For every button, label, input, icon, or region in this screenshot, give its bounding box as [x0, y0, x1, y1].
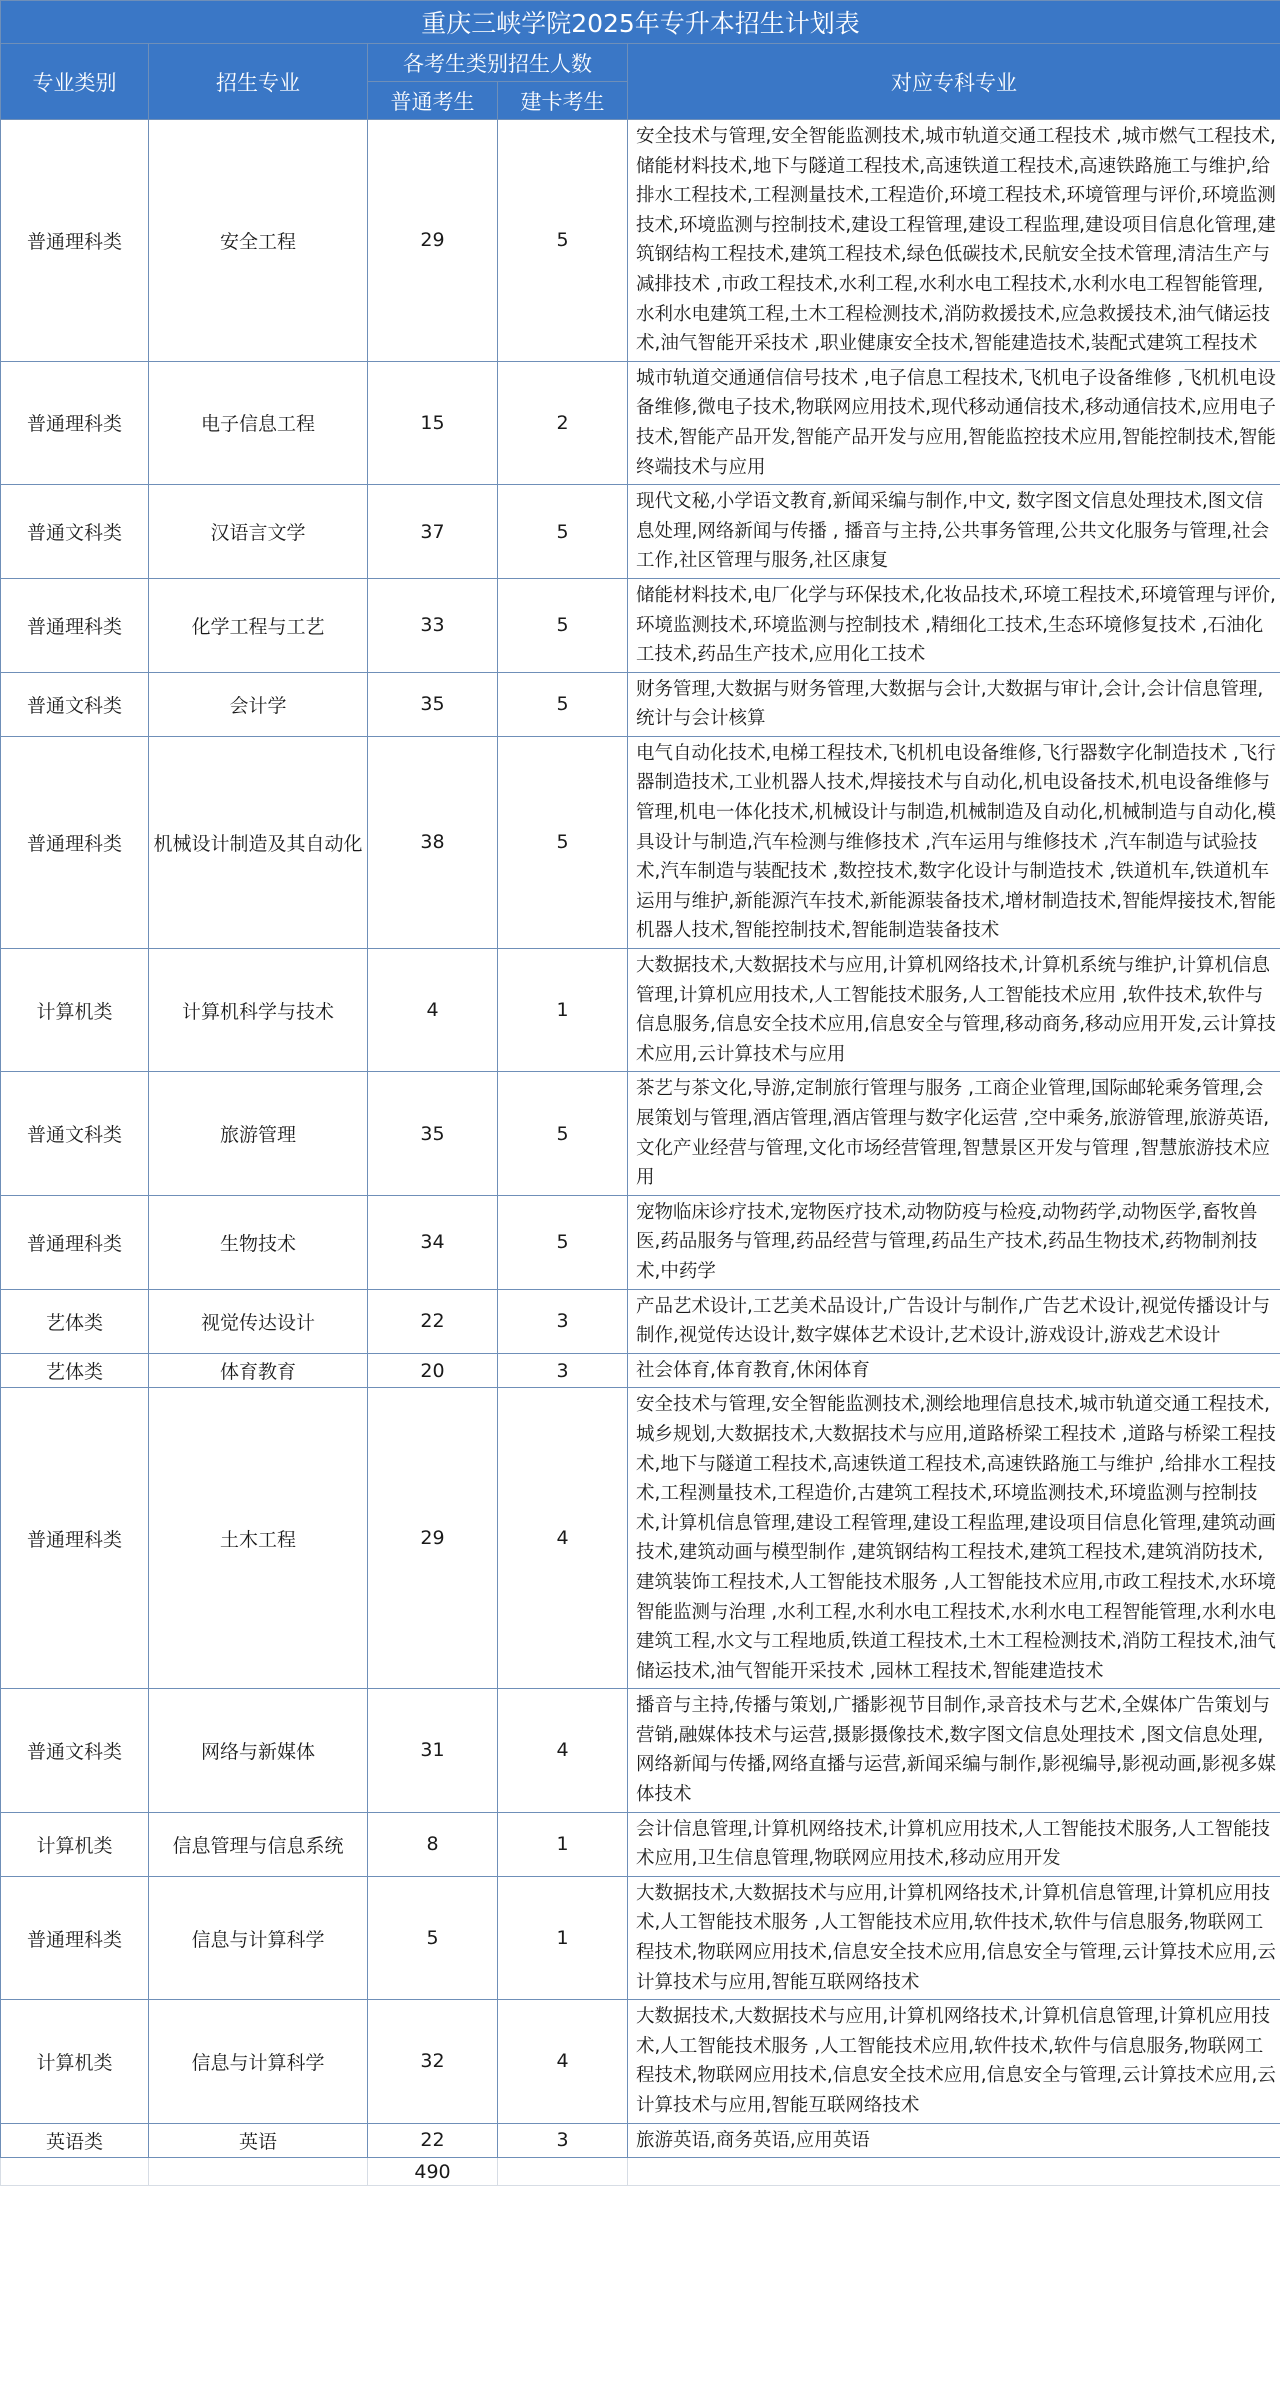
row-diploma: 财务管理,大数据与财务管理,大数据与会计,大数据与审计,会计,会计信息管理,统计与会计核算 — [628, 672, 1280, 736]
row-major: 旅游管理 — [149, 1072, 368, 1195]
row-poverty: 5 — [498, 485, 628, 579]
table-row — [1, 361, 1280, 484]
total-row — [1, 2158, 1280, 2186]
row-major: 会计学 — [149, 672, 368, 736]
table-body — [1, 120, 1280, 2186]
row-category: 普通理科类 — [1, 736, 149, 948]
table-row — [1, 1689, 1280, 1812]
row-poverty: 2 — [498, 361, 628, 484]
row-major: 安全工程 — [149, 120, 368, 362]
row-diploma: 大数据技术,大数据技术与应用,计算机网络技术,计算机信息管理,计算机应用技术,人工智能技术服务 ,人工智能技术应用,软件技术,软件与信息服务,物联网工程技术,物联网应用技术,信息安全技术应用,信息安全与管理,云计算技术应用,云计算技术与应用,智能互联网络技术 — [628, 1876, 1280, 1999]
row-poverty: 5 — [498, 1072, 628, 1195]
row-regular: 31 — [368, 1689, 498, 1812]
row-regular: 33 — [368, 578, 498, 672]
table-row — [1, 1812, 1280, 1876]
row-category: 计算机类 — [1, 1812, 149, 1876]
row-major: 生物技术 — [149, 1195, 368, 1289]
row-regular: 15 — [368, 361, 498, 484]
row-regular: 35 — [368, 672, 498, 736]
row-category: 普通理科类 — [1, 120, 149, 362]
total-spacer-2 — [149, 2158, 368, 2186]
table-row — [1, 2123, 1280, 2158]
row-major: 化学工程与工艺 — [149, 578, 368, 672]
table-row — [1, 1388, 1280, 1689]
row-category: 英语类 — [1, 2123, 149, 2158]
row-regular: 8 — [368, 1812, 498, 1876]
row-poverty: 3 — [498, 2123, 628, 2158]
row-poverty: 4 — [498, 2000, 628, 2123]
row-regular: 22 — [368, 2123, 498, 2158]
row-poverty: 4 — [498, 1388, 628, 1689]
row-regular: 35 — [368, 1072, 498, 1195]
total-spacer-4 — [628, 2158, 1280, 2186]
row-diploma: 社会体育,体育教育,休闲体育 — [628, 1353, 1280, 1388]
row-diploma: 旅游英语,商务英语,应用英语 — [628, 2123, 1280, 2158]
row-regular: 29 — [368, 120, 498, 362]
row-diploma: 播音与主持,传播与策划,广播影视节目制作,录音技术与艺术,全媒体广告策划与营销,融媒体技术与运营,摄影摄像技术,数字图文信息处理技术 ,图文信息处理,网络新闻与传播,网络直播与运营,新闻采编与制作,影视编导,影视动画,影视多媒体技术 — [628, 1689, 1280, 1812]
row-diploma: 电气自动化技术,电梯工程技术,飞机机电设备维修,飞行器数字化制造技术 ,飞行器制造技术,工业机器人技术,焊接技术与自动化,机电设备技术,机电设备维修与管理,机电一体化技术,机械设计与制造,机械制造及自动化,机械制造与自动化,模具设计与制造,汽车检测与维修技术 ,汽车运用与维修技术 ,汽车制造与试验技术,汽车制造与装配技术 ,数控技术,数字化设计与制造技术 ,铁道机车,铁道机车运用与维护,新能源汽车技术,新能源装备技术,增材制造技术,智能焊接技术,智能机器人技术,智能控制技术,智能制造装备技术 — [628, 736, 1280, 948]
row-diploma: 安全技术与管理,安全智能监测技术,测绘地理信息技术,城市轨道交通工程技术,城乡规划,大数据技术,大数据技术与应用,道路桥梁工程技术 ,道路与桥梁工程技术,地下与隧道工程技术,高速铁道工程技术,高速铁路施工与维护 ,给排水工程技术,工程测量技术,工程造价,古建筑工程技术,环境监测技术,环境监测与控制技术,计算机信息管理,建设工程管理,建设工程监理,建设项目信息化管理,建筑动画技术,建筑动画与模型制作 ,建筑钢结构工程技术,建筑工程技术,建筑消防技术,建筑装饰工程技术,人工智能技术服务 ,人工智能技术应用,市政工程技术,水环境智能监测与治理 ,水利工程,水利水电工程技术,水利水电工程智能管理,水利水电建筑工程,水文与工程地质,铁道工程技术,土木工程检测技术,消防工程技术,油气储运技术,油气智能开采技术 ,园林工程技术,智能建造技术 — [628, 1388, 1280, 1689]
row-major: 机械设计制造及其自动化 — [149, 736, 368, 948]
row-category: 普通理科类 — [1, 361, 149, 484]
table-row — [1, 2000, 1280, 2123]
header-diploma: 对应专科专业 — [628, 44, 1280, 120]
total-value: 490 — [368, 2158, 498, 2186]
row-diploma: 宠物临床诊疗技术,宠物医疗技术,动物防疫与检疫,动物药学,动物医学,畜牧兽医,药品服务与管理,药品经营与管理,药品生产技术,药品生物技术,药物制剂技术,中药学 — [628, 1195, 1280, 1289]
row-diploma: 城市轨道交通通信信号技术 ,电子信息工程技术,飞机电子设备维修 ,飞机机电设备维修,微电子技术,物联网应用技术,现代移动通信技术,移动通信技术,应用电子技术,智能产品开发,智能产品开发与应用,智能监控技术应用,智能控制技术,智能终端技术与应用 — [628, 361, 1280, 484]
row-category: 普通文科类 — [1, 485, 149, 579]
table-row — [1, 736, 1280, 948]
table-row — [1, 578, 1280, 672]
row-diploma: 茶艺与茶文化,导游,定制旅行管理与服务 ,工商企业管理,国际邮轮乘务管理,会展策划与管理,酒店管理,酒店管理与数字化运营 ,空中乘务,旅游管理,旅游英语,文化产业经营与管理,文化市场经营管理,智慧景区开发与管理 ,智慧旅游技术应用 — [628, 1072, 1280, 1195]
row-poverty: 3 — [498, 1353, 628, 1388]
row-diploma: 大数据技术,大数据技术与应用,计算机网络技术,计算机信息管理,计算机应用技术,人工智能技术服务 ,人工智能技术应用,软件技术,软件与信息服务,物联网工程技术,物联网应用技术,信息安全技术应用,信息安全与管理,云计算技术应用,云计算技术与应用,智能互联网络技术 — [628, 2000, 1280, 2123]
row-poverty: 1 — [498, 949, 628, 1072]
header-poverty: 建卡考生 — [498, 82, 628, 120]
row-poverty: 5 — [498, 736, 628, 948]
row-category: 普通文科类 — [1, 1689, 149, 1812]
row-regular: 29 — [368, 1388, 498, 1689]
row-diploma: 安全技术与管理,安全智能监测技术,城市轨道交通工程技术 ,城市燃气工程技术,储能材料技术,地下与隧道工程技术,高速铁道工程技术,高速铁路施工与维护,给排水工程技术,工程测量技术,工程造价,环境工程技术,环境管理与评价,环境监测技术,环境监测与控制技术,建设工程管理,建设工程监理,建设项目信息化管理,建筑钢结构工程技术,建筑工程技术,绿色低碳技术,民航安全技术管理,清洁生产与减排技术 ,市政工程技术,水利工程,水利水电工程技术,水利水电工程智能管理,水利水电建筑工程,土木工程检测技术,消防救援技术,应急救援技术,油气储运技术,油气智能开采技术 ,职业健康安全技术,智能建造技术,装配式建筑工程技术 — [628, 120, 1280, 362]
row-major: 英语 — [149, 2123, 368, 2158]
row-diploma: 大数据技术,大数据技术与应用,计算机网络技术,计算机系统与维护,计算机信息管理,计算机应用技术,人工智能技术服务,人工智能技术应用 ,软件技术,软件与信息服务,信息安全技术应用,信息安全与管理,移动商务,移动应用开发,云计算技术应用,云计算技术与应用 — [628, 949, 1280, 1072]
row-major: 体育教育 — [149, 1353, 368, 1388]
row-major: 网络与新媒体 — [149, 1689, 368, 1812]
row-category: 普通文科类 — [1, 672, 149, 736]
row-regular: 4 — [368, 949, 498, 1072]
row-regular: 22 — [368, 1289, 498, 1353]
row-poverty: 1 — [498, 1876, 628, 1999]
row-poverty: 5 — [498, 672, 628, 736]
row-category: 艺体类 — [1, 1353, 149, 1388]
row-poverty: 5 — [498, 578, 628, 672]
table-row — [1, 120, 1280, 362]
table-row — [1, 949, 1280, 1072]
row-poverty: 5 — [498, 1195, 628, 1289]
row-category: 计算机类 — [1, 949, 149, 1072]
row-major: 信息管理与信息系统 — [149, 1812, 368, 1876]
row-category: 普通文科类 — [1, 1072, 149, 1195]
row-poverty: 5 — [498, 120, 628, 362]
row-poverty: 3 — [498, 1289, 628, 1353]
row-major: 计算机科学与技术 — [149, 949, 368, 1072]
table-title: 重庆三峡学院2025年专升本招生计划表 — [1, 1, 1280, 44]
header-regular: 普通考生 — [368, 82, 498, 120]
row-poverty: 4 — [498, 1689, 628, 1812]
row-regular: 37 — [368, 485, 498, 579]
row-regular: 20 — [368, 1353, 498, 1388]
table-row — [1, 1876, 1280, 1999]
row-major: 信息与计算科学 — [149, 1876, 368, 1999]
row-regular: 34 — [368, 1195, 498, 1289]
row-category: 普通理科类 — [1, 578, 149, 672]
header-major: 招生专业 — [149, 44, 368, 120]
row-category: 普通理科类 — [1, 1388, 149, 1689]
row-major: 电子信息工程 — [149, 361, 368, 484]
row-diploma: 现代文秘,小学语文教育,新闻采编与制作,中文, 数字图文信息处理技术,图文信息处理,网络新闻与传播 , 播音与主持,公共事务管理,公共文化服务与管理,社会工作,社区管理与服务,社区康复 — [628, 485, 1280, 579]
row-major: 土木工程 — [149, 1388, 368, 1689]
total-spacer-3 — [498, 2158, 628, 2186]
table-row — [1, 672, 1280, 736]
table-row — [1, 485, 1280, 579]
row-regular: 5 — [368, 1876, 498, 1999]
table-row — [1, 1195, 1280, 1289]
row-diploma: 会计信息管理,计算机网络技术,计算机应用技术,人工智能技术服务,人工智能技术应用,卫生信息管理,物联网应用技术,移动应用开发 — [628, 1812, 1280, 1876]
row-major: 信息与计算科学 — [149, 2000, 368, 2123]
row-category: 普通理科类 — [1, 1195, 149, 1289]
table-row — [1, 1353, 1280, 1388]
row-diploma: 产品艺术设计,工艺美术品设计,广告设计与制作,广告艺术设计,视觉传播设计与制作,视觉传达设计,数字媒体艺术设计,艺术设计,游戏设计,游戏艺术设计 — [628, 1289, 1280, 1353]
row-major: 汉语言文学 — [149, 485, 368, 579]
row-diploma: 储能材料技术,电厂化学与环保技术,化妆品技术,环境工程技术,环境管理与评价,环境监测技术,环境监测与控制技术 ,精细化工技术,生态环境修复技术 ,石油化工技术,药品生产技术,应用化工技术 — [628, 578, 1280, 672]
row-category: 艺体类 — [1, 1289, 149, 1353]
row-poverty: 1 — [498, 1812, 628, 1876]
row-category: 普通理科类 — [1, 1876, 149, 1999]
row-category: 计算机类 — [1, 2000, 149, 2123]
row-major: 视觉传达设计 — [149, 1289, 368, 1353]
table-row — [1, 1072, 1280, 1195]
total-spacer-1 — [1, 2158, 149, 2186]
row-regular: 32 — [368, 2000, 498, 2123]
row-regular: 38 — [368, 736, 498, 948]
table-row — [1, 1289, 1280, 1353]
header-count-group: 各考生类别招生人数 — [368, 44, 628, 82]
header-category: 专业类别 — [1, 44, 149, 120]
